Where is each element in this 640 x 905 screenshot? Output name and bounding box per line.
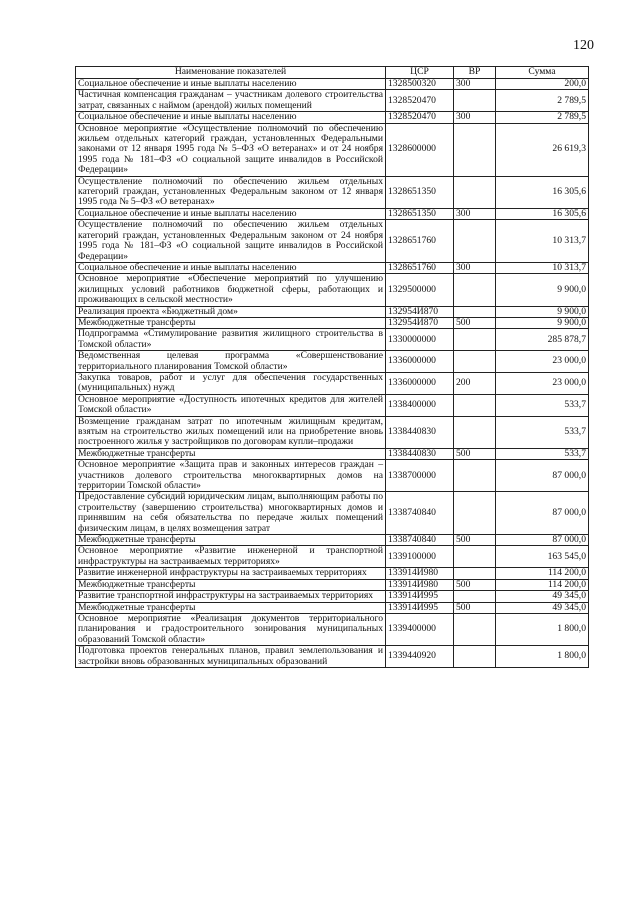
cell-name: Развитие транспортной инфраструктуры на застраиваемых территориях: [76, 591, 386, 602]
cell-name: Подпрограмма «Стимулирование развития жилищного строительства в Томской области»: [76, 329, 386, 351]
cell-name: Социальное обеспечение и иные выплаты населению: [76, 112, 386, 123]
table-row: [76, 306, 589, 317]
cell-name: Основное мероприятие «Защита прав и законных интересов граждан – участников долевого строительства многоквартирных домов на территории Томской области»: [76, 460, 386, 492]
cell-sum: 533,7: [496, 448, 589, 459]
cell-sum: 1 800,0: [496, 613, 589, 645]
cell-name: Социальное обеспечение и иные выплаты населению: [76, 208, 386, 219]
cell-sum: 9 900,0: [496, 317, 589, 328]
table-row: [76, 646, 589, 668]
cell-sum: 200,0: [496, 79, 589, 90]
cell-name: Ведомственная целевая программа «Совершенствование территориального планирования Томской области»: [76, 351, 386, 373]
cell-name: Основное мероприятие «Реализация документов территориального планирования и градостроительного зонирования муниципальных образований Томской области»: [76, 613, 386, 645]
table-row: [76, 112, 589, 123]
table-row: [76, 262, 589, 273]
table-header: [76, 67, 589, 79]
cell-csr: 1328651760: [386, 262, 454, 273]
cell-vr: 500: [454, 448, 496, 459]
cell-csr: 1338440830: [386, 416, 454, 448]
cell-name: Социальное обеспечение и иные выплаты населению: [76, 79, 386, 90]
cell-csr: 133914И995: [386, 602, 454, 613]
cell-vr: 300: [454, 79, 496, 90]
cell-sum: 26 619,3: [496, 123, 589, 176]
table-row: [76, 460, 589, 492]
cell-csr: 1336000000: [386, 351, 454, 373]
cell-sum: 49 345,0: [496, 591, 589, 602]
table-row: [76, 274, 589, 306]
cell-sum: 114 200,0: [496, 568, 589, 579]
cell-vr: [454, 416, 496, 448]
table-row: [76, 492, 589, 535]
cell-sum: 49 345,0: [496, 602, 589, 613]
cell-sum: 10 313,7: [496, 262, 589, 273]
table-row: [76, 123, 589, 176]
table-row: [76, 208, 589, 219]
cell-csr: 1338700000: [386, 460, 454, 492]
table-row: [76, 602, 589, 613]
cell-csr: 132954И870: [386, 317, 454, 328]
cell-vr: 500: [454, 535, 496, 546]
header-sum: Сумма: [496, 67, 589, 79]
cell-vr: [454, 591, 496, 602]
table-row: [76, 613, 589, 645]
budget-table: [75, 66, 589, 668]
cell-vr: [454, 546, 496, 568]
cell-name: Межбюджетные трансферты: [76, 317, 386, 328]
page-number: 120: [573, 38, 594, 53]
table-row: [76, 448, 589, 459]
table-row: [76, 176, 589, 208]
cell-vr: [454, 123, 496, 176]
cell-vr: [454, 220, 496, 263]
cell-name: Социальное обеспечение и иные выплаты населению: [76, 262, 386, 273]
cell-sum: 23 000,0: [496, 351, 589, 373]
cell-csr: 1329500000: [386, 274, 454, 306]
cell-sum: 87 000,0: [496, 492, 589, 535]
table-row: [76, 329, 589, 351]
header-name: Наименование показателей: [76, 67, 386, 79]
table-row: [76, 372, 589, 394]
table-row: [76, 535, 589, 546]
table-row: [76, 416, 589, 448]
cell-sum: 163 545,0: [496, 546, 589, 568]
cell-vr: 300: [454, 208, 496, 219]
cell-sum: 16 305,6: [496, 208, 589, 219]
cell-sum: 533,7: [496, 416, 589, 448]
cell-name: Основное мероприятие «Обеспечение мероприятий по улучшению жилищных условий работников бюджетной сферы, работающих и проживающих в сельской местности»: [76, 274, 386, 306]
cell-vr: 200: [454, 372, 496, 394]
cell-name: Реализация проекта «Бюджетный дом»: [76, 306, 386, 317]
table-row: [76, 351, 589, 373]
cell-vr: [454, 274, 496, 306]
cell-csr: 1330000000: [386, 329, 454, 351]
header-vr: ВР: [454, 67, 496, 79]
cell-csr: 1338740840: [386, 535, 454, 546]
cell-vr: [454, 646, 496, 668]
table-row: [76, 579, 589, 590]
cell-sum: 285 878,7: [496, 329, 589, 351]
cell-name: Межбюджетные трансферты: [76, 535, 386, 546]
cell-vr: [454, 492, 496, 535]
cell-name: Межбюджетные трансферты: [76, 579, 386, 590]
header-csr: ЦСР: [386, 67, 454, 79]
cell-name: Развитие инженерной инфраструктуры на застраиваемых территориях: [76, 568, 386, 579]
cell-sum: 1 800,0: [496, 646, 589, 668]
table-row: [76, 394, 589, 416]
header-row: [76, 67, 589, 79]
cell-csr: 133914И980: [386, 568, 454, 579]
cell-csr: 1338400000: [386, 394, 454, 416]
cell-vr: [454, 329, 496, 351]
cell-csr: 133914И995: [386, 591, 454, 602]
cell-vr: 300: [454, 112, 496, 123]
cell-csr: 132954И870: [386, 306, 454, 317]
table-row: [76, 546, 589, 568]
cell-vr: [454, 568, 496, 579]
cell-sum: 23 000,0: [496, 372, 589, 394]
cell-csr: 1328520470: [386, 90, 454, 112]
cell-sum: 114 200,0: [496, 579, 589, 590]
cell-sum: 16 305,6: [496, 176, 589, 208]
cell-vr: 500: [454, 579, 496, 590]
cell-vr: [454, 176, 496, 208]
cell-csr: 1338740840: [386, 492, 454, 535]
cell-name: Основное мероприятие «Доступность ипотечных кредитов для жителей Томской области»: [76, 394, 386, 416]
cell-sum: 2 789,5: [496, 90, 589, 112]
cell-name: Закупка товаров, работ и услуг для обеспечения государственных (муниципальных) нужд: [76, 372, 386, 394]
cell-csr: 1328500320: [386, 79, 454, 90]
cell-sum: 9 900,0: [496, 274, 589, 306]
cell-csr: 133914И980: [386, 579, 454, 590]
cell-sum: 9 900,0: [496, 306, 589, 317]
cell-name: Подготовка проектов генеральных планов, правил землепользования и застройки вновь образованных муниципальных образований: [76, 646, 386, 668]
cell-csr: 1339400000: [386, 613, 454, 645]
cell-csr: 1328600000: [386, 123, 454, 176]
cell-vr: 300: [454, 262, 496, 273]
table-row: [76, 568, 589, 579]
cell-name: Межбюджетные трансферты: [76, 602, 386, 613]
cell-name: Возмещение гражданам затрат по ипотечным жилищным кредитам, взятым на строительство жилых помещений или на приобретение вновь построенного жилья у застройщиков по договорам купли–продажи: [76, 416, 386, 448]
cell-sum: 2 789,5: [496, 112, 589, 123]
cell-csr: 1328651760: [386, 220, 454, 263]
cell-csr: 1336000000: [386, 372, 454, 394]
cell-csr: 1339100000: [386, 546, 454, 568]
cell-csr: 1338440830: [386, 448, 454, 459]
cell-name: Частичная компенсация гражданам – участникам долевого строительства затрат, связанных с наймом (арендой) жилых помещений: [76, 90, 386, 112]
table-row: [76, 79, 589, 90]
cell-name: Осуществление полномочий по обеспечению жильем отдельных категорий граждан, установленных Федеральным законом от 24 ноября 1995 года № 181–ФЗ «О социальной защите инвалидов в Российской Федерации»: [76, 220, 386, 263]
cell-sum: 87 000,0: [496, 535, 589, 546]
cell-name: Осуществление полномочий по обеспечению жильем отдельных категорий граждан, установленных Федеральным законом от 12 января 1995 года № 5–ФЗ «О ветеранах»: [76, 176, 386, 208]
cell-vr: [454, 90, 496, 112]
cell-vr: 500: [454, 602, 496, 613]
cell-name: Основное мероприятие «Осуществление полномочий по обеспечению жильем отдельных категорий граждан, установленных Федеральными законами от 12 января 1995 года № 5–ФЗ «О ветеранах» и от 24 ноября 1995 года № 181–ФЗ «О социальной защите инвалидов в Российской Федерации»: [76, 123, 386, 176]
cell-vr: [454, 613, 496, 645]
table-row: [76, 220, 589, 263]
cell-vr: [454, 460, 496, 492]
cell-sum: 10 313,7: [496, 220, 589, 263]
cell-csr: 1328520470: [386, 112, 454, 123]
cell-csr: 1339440920: [386, 646, 454, 668]
cell-csr: 1328651350: [386, 208, 454, 219]
table-row: [76, 317, 589, 328]
table-row: [76, 591, 589, 602]
cell-csr: 1328651350: [386, 176, 454, 208]
table-row: [76, 90, 589, 112]
table-body: [76, 79, 589, 668]
cell-vr: [454, 306, 496, 317]
cell-sum: 87 000,0: [496, 460, 589, 492]
cell-vr: [454, 351, 496, 373]
cell-name: Межбюджетные трансферты: [76, 448, 386, 459]
cell-name: Предоставление субсидий юридическим лицам, выполняющим работы по строительству (завершению строительства) многоквартирных домов и принявшим на себя обязательства по передаче жилых помещений физическим лицам, в целях возмещения затрат: [76, 492, 386, 535]
cell-vr: [454, 394, 496, 416]
cell-sum: 533,7: [496, 394, 589, 416]
cell-vr: 500: [454, 317, 496, 328]
cell-name: Основное мероприятие «Развитие инженерной и транспортной инфраструктуры на застраиваемых территориях»: [76, 546, 386, 568]
